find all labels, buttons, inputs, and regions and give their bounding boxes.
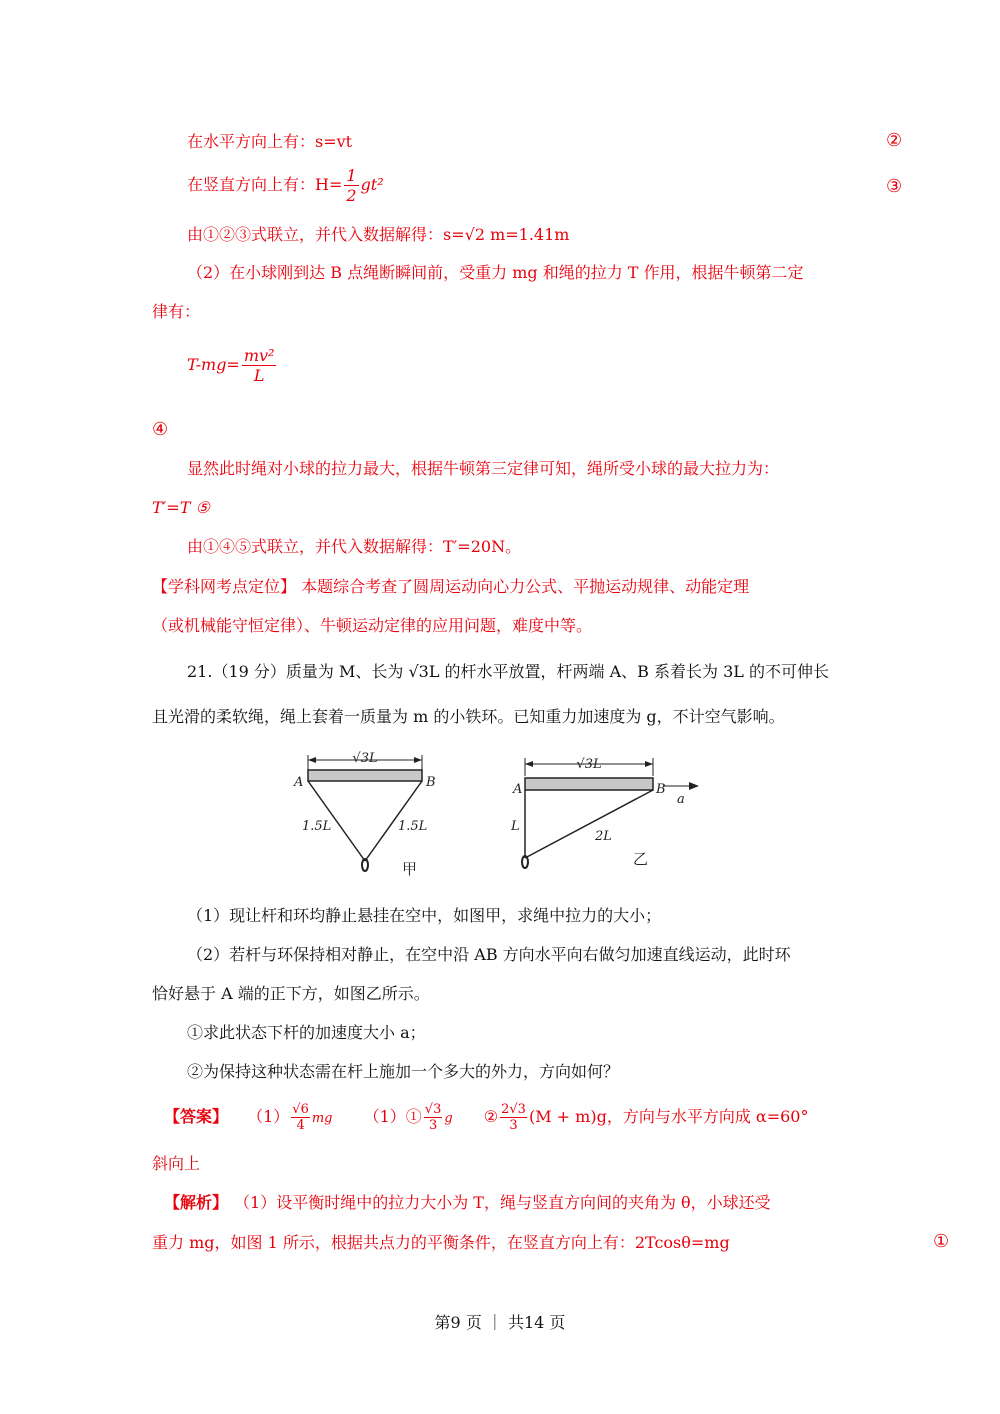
question-part1: （1）现让杆和环均静止悬挂在空中，如图甲，求绳中拉力的大小； xyxy=(187,906,662,925)
jia-rod-label: √3L xyxy=(352,751,378,766)
third-law-eq: T′=T ⑤ xyxy=(152,498,210,517)
fraction-numerator: 2√3 xyxy=(501,1102,526,1117)
analysis-line xyxy=(164,1193,771,1213)
question-part2-cont: 恰好悬于 A 端的正下方，如图乙所示。 xyxy=(152,984,430,1003)
eq-marker-3: ③ xyxy=(886,176,903,197)
fraction-numerator: √3 xyxy=(424,1102,442,1117)
fraction-denominator: 4 xyxy=(296,1118,305,1133)
yi-vertical-label: L xyxy=(511,819,520,834)
fraction-denominator: 3 xyxy=(428,1118,438,1133)
knowledge-point: 【学科网考点定位】 本题综合考查了圆周运动向心力公式、平抛运动规律、动能定理 xyxy=(152,577,750,596)
vertical-eq xyxy=(187,166,384,205)
part2-intro-cont: 律有： xyxy=(152,302,201,321)
jia-caption: 甲 xyxy=(402,860,418,878)
solve-s: 由①②③式联立，并代入数据解得：s=√2 m=1.41m xyxy=(187,225,570,244)
question-part2: （2）若杆与环保持相对静止，在空中沿 AB 方向水平向右做匀加速直线运动，此时环 xyxy=(187,945,791,964)
answer-2-fraction xyxy=(424,1102,443,1133)
fraction-denominator: L xyxy=(253,366,265,385)
fraction-denominator: 2 xyxy=(346,186,357,205)
horizontal-eq: 在水平方向上有：s=vt xyxy=(187,132,353,151)
fraction-numerator: mv² xyxy=(243,346,275,365)
newton-fraction xyxy=(242,346,277,385)
max-tension-text: 显然此时绳对小球的拉力最大，根据牛顿第三定律可知，绳所受小球的最大拉力为： xyxy=(187,459,780,478)
question-part2-sub2: ②为保持这种状态需在杆上施加一个多大的外力，方向如何？ xyxy=(187,1062,620,1081)
question-21: 21.（19 分）质量为 M、长为 √3L 的杆水平放置，杆两端 A、B 系着长为 3L 的不可伸长 xyxy=(187,662,829,681)
answer-3-fraction xyxy=(500,1102,527,1133)
eq-marker-1: ① xyxy=(933,1231,950,1252)
eq-marker-2: ② xyxy=(886,130,903,151)
jia-left-rope-label: 1.5L xyxy=(302,819,332,834)
jia-right-rope-label: 1.5L xyxy=(398,819,428,834)
answer-3-prefix: ② xyxy=(483,1107,499,1126)
analysis-label: 【解析】 xyxy=(164,1193,229,1212)
vertical-eq-suffix: gt² xyxy=(360,175,384,194)
part2-intro: （2）在小球刚到达 B 点绳断瞬间前，受重力 mg 和绳的拉力 T 作用，根据牛顿第二定 xyxy=(187,263,804,282)
answer-line xyxy=(164,1102,808,1133)
yi-label-b: B xyxy=(656,782,666,797)
newton-eq xyxy=(187,346,278,385)
answer-1-fraction xyxy=(291,1102,310,1133)
yi-caption: 乙 xyxy=(633,850,649,868)
answer-cont: 斜向上 xyxy=(152,1154,201,1173)
half-fraction xyxy=(344,166,358,205)
answer-2-prefix: （1）① xyxy=(363,1107,422,1126)
newton-eq-prefix: T-mg= xyxy=(187,355,240,374)
yi-rod-label: √3L xyxy=(576,757,602,772)
fraction-numerator: √6 xyxy=(292,1102,309,1117)
figure-jia xyxy=(280,748,450,888)
jia-label-b: B xyxy=(426,775,436,790)
jia-label-a: A xyxy=(294,775,304,790)
yi-accel-label: a xyxy=(677,792,685,807)
figure-yi xyxy=(505,748,715,888)
answer-2-suffix: g xyxy=(444,1111,453,1126)
page-footer: 第9 页 ｜ 共14 页 xyxy=(434,1313,566,1332)
vertical-eq-prefix: 在竖直方向上有：H= xyxy=(187,175,343,194)
question-part2-sub1: ①求此状态下杆的加速度大小 a； xyxy=(187,1023,426,1042)
answer-3-suffix: (M + m)g，方向与水平方向成 α=60° xyxy=(528,1107,809,1126)
answer-1-prefix: （1） xyxy=(247,1107,290,1126)
yi-label-a: A xyxy=(513,782,523,797)
answer-label: 【答案】 xyxy=(164,1107,229,1126)
eq-marker-4: ④ xyxy=(152,419,169,440)
fraction-denominator: 3 xyxy=(509,1118,518,1133)
analysis-cont: 重力 mg，如图 1 所示，根据共点力的平衡条件，在竖直方向上有：2Tcosθ=mg xyxy=(152,1233,730,1252)
question-21-cont: 且光滑的柔软绳，绳上套着一质量为 m 的小铁环。已知重力加速度为 g，不计空气影响。 xyxy=(152,707,785,726)
analysis-text: （1）设平衡时绳中的拉力大小为 T，绳与竖直方向间的夹角为 θ，小球还受 xyxy=(242,1193,771,1212)
knowledge-point-cont: （或机械能守恒定律）、牛顿运动定律的应用问题，难度中等。 xyxy=(152,616,593,635)
yi-diag-label: 2L xyxy=(595,829,612,844)
answer-1-suffix: mg xyxy=(311,1111,333,1126)
solve-tension: 由①④⑤式联立，并代入数据解得：T′=20N。 xyxy=(187,537,522,556)
fraction-numerator: 1 xyxy=(346,166,357,185)
